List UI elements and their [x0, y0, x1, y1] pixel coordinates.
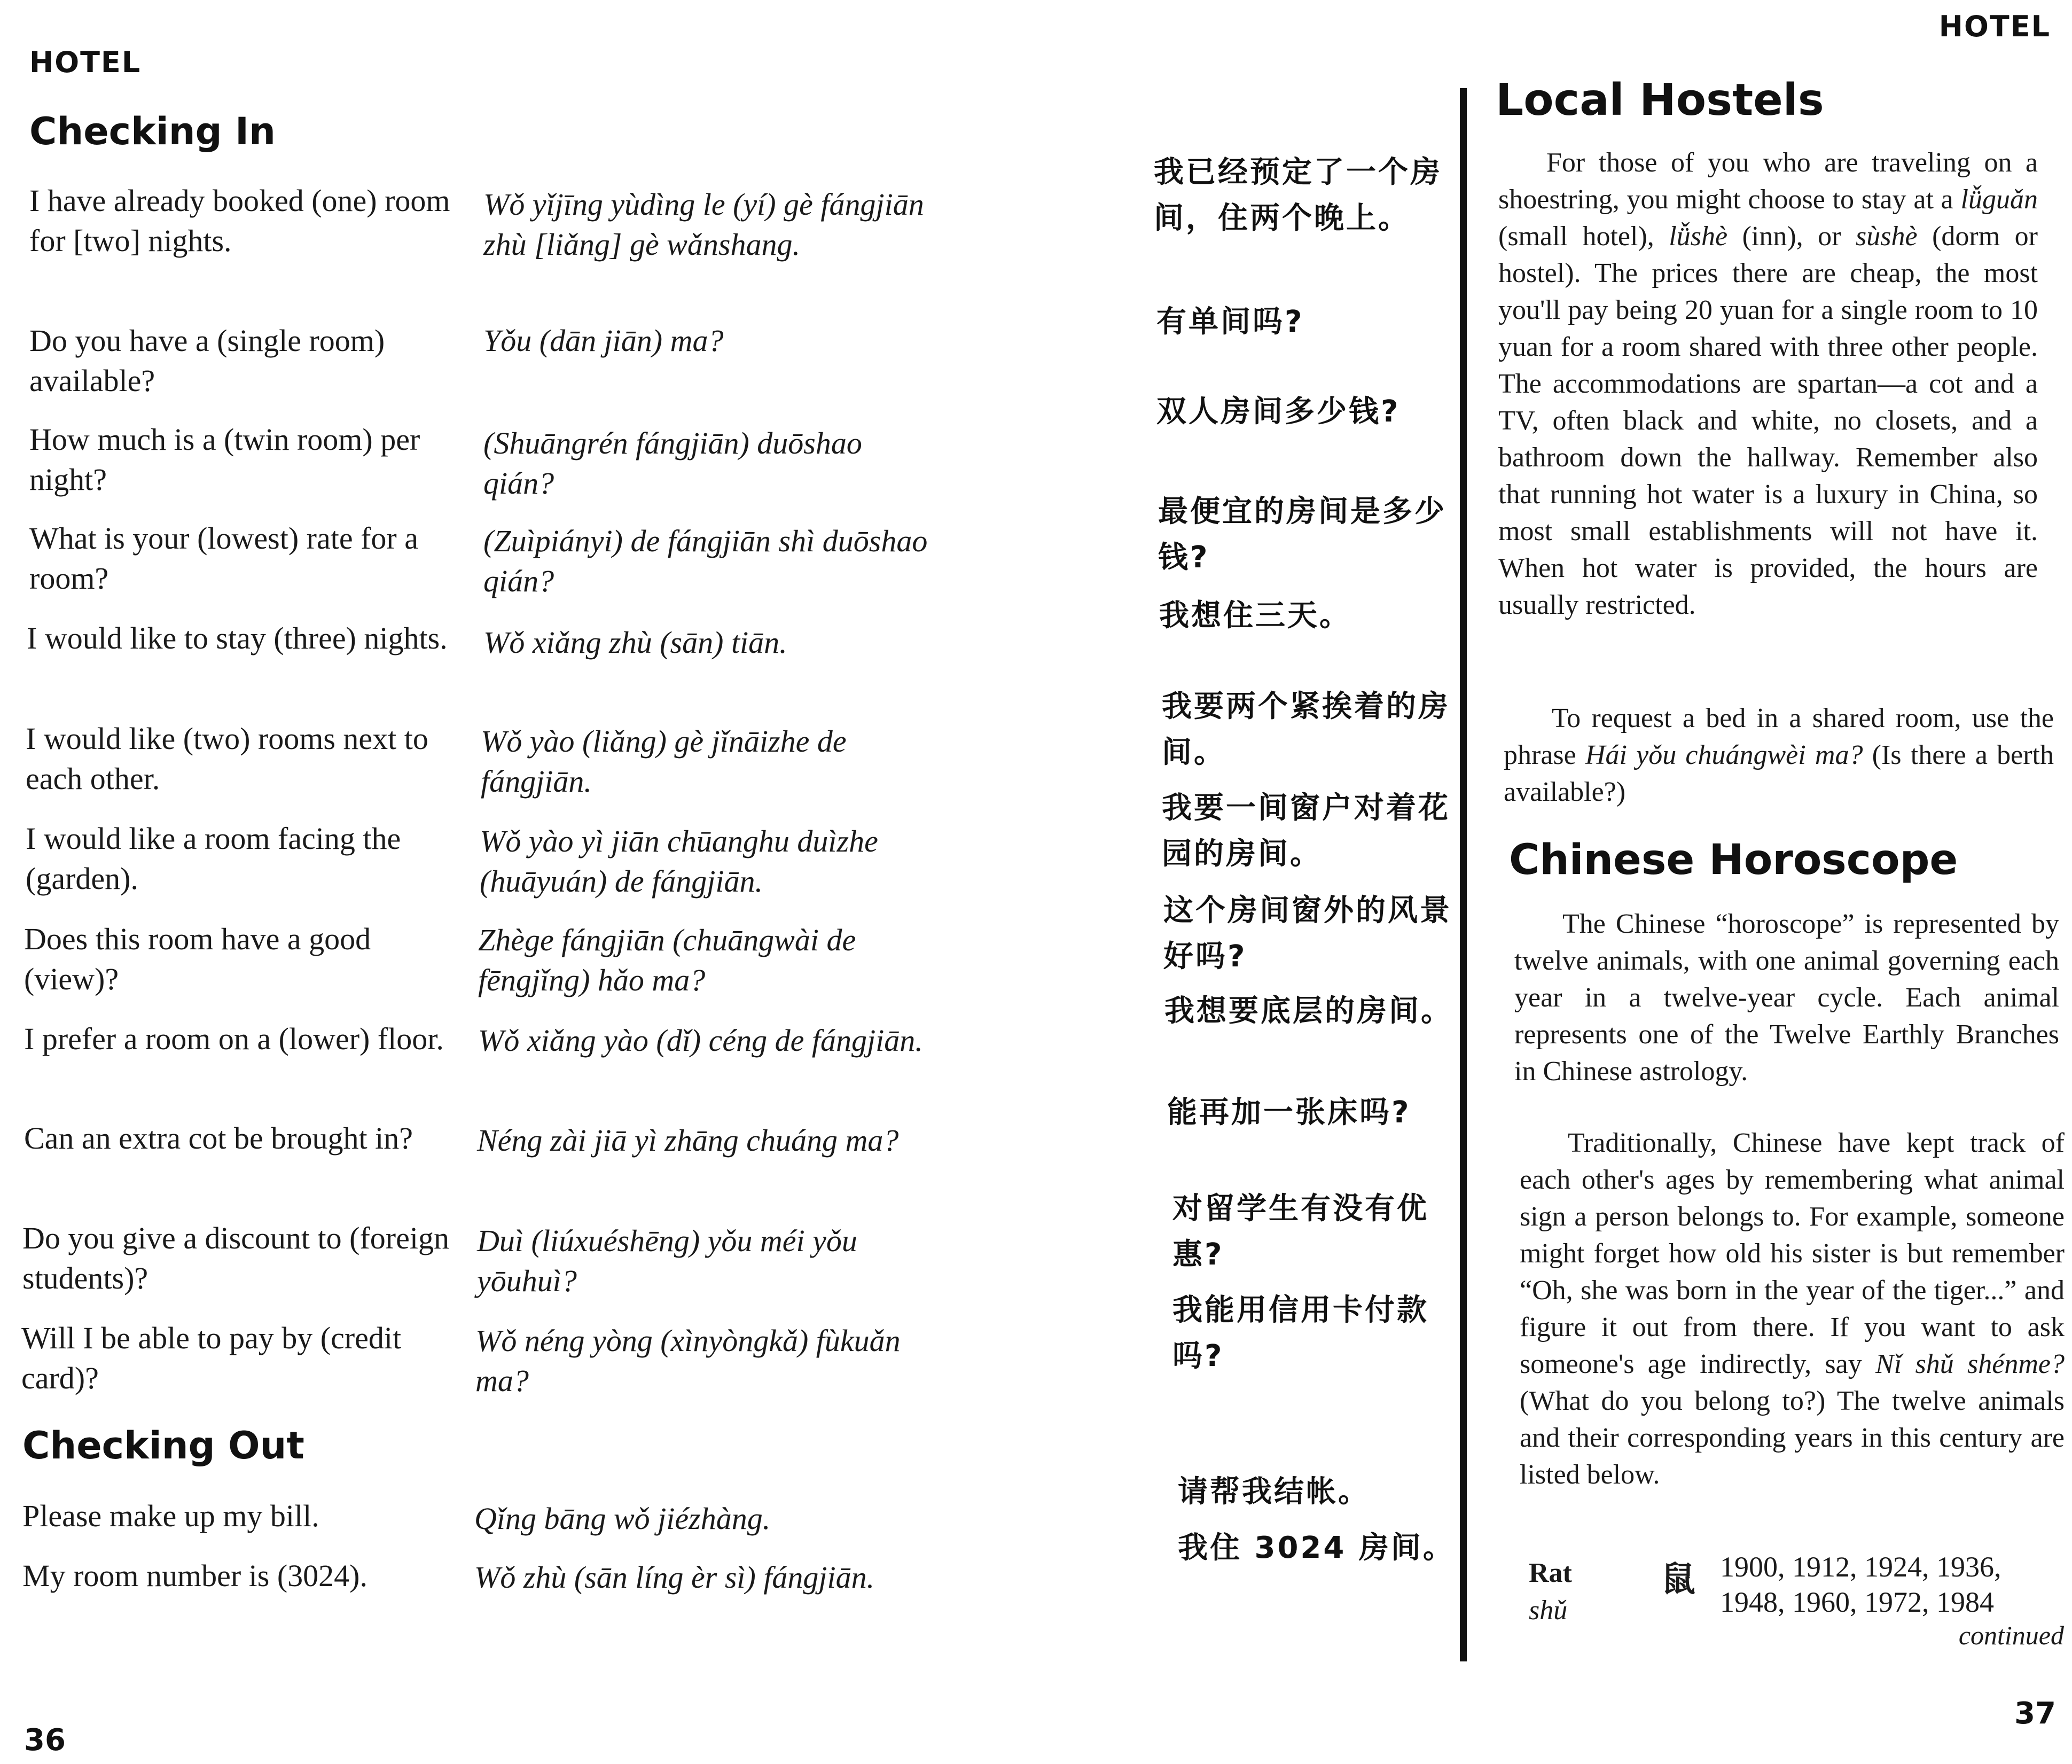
phrase-en: How much is a (twin room) per night? — [29, 422, 420, 497]
animal-years — [1720, 1549, 2067, 1620]
phrase-en: I have already booked (one) room for [two] nights. — [29, 183, 450, 258]
running-head-right: HOTEL — [1938, 10, 2051, 43]
phrase-pinyin: Wǒ yào (liǎng) gè jǐnāizhe de fángjiān. — [481, 724, 847, 799]
italic-term: lǚguǎn — [1960, 184, 2038, 215]
animal-pinyin: shǔ — [1529, 1595, 1568, 1626]
horoscope-paragraph-1: The Chinese “horoscope” is represented by twelve animals, with one animal governing each year in a twelve-year cycle. Each animal represents one of the Twelve Earthly Branches in Chinese astrology. — [1514, 909, 2059, 1087]
text-run: Traditionally, Chinese have kept track of each other's ages by remembering what animal sign a person belongs to. For example, someone might forget how old his sister is but remember “Oh, she was born in the year of the tiger...” and figure it out from there. If you want to ask someone's age indirectly, say — [1520, 1128, 2065, 1379]
text-run: For those of you who are traveling on a shoestring, you might choose to stay at a — [1498, 147, 2038, 215]
phrase-chinese: 最便宜的房间是多少钱? — [1158, 494, 1447, 575]
text-run: (small hotel), — [1498, 221, 1669, 252]
chinese-horoscope-heading: Chinese Horoscope — [1509, 836, 1958, 884]
phrase-pinyin: Qǐng bāng wǒ jiézhàng. — [474, 1501, 771, 1536]
phrase-pinyin: Wǒ yǐjīng yùdìng le (yí) gè fángjiān zhù [liǎng] gè wǎnshang. — [483, 187, 924, 262]
phrase-chinese: 对留学生有没有优惠? — [1172, 1191, 1429, 1272]
phrase-pinyin: Wǒ yào yì jiān chūanghu duìzhe (huāyuán) de fángjiān. — [480, 824, 878, 899]
phrase-en: Can an extra cot be brought in? — [24, 1121, 413, 1156]
phrase-pinyin: Yǒu (dān jiān) ma? — [483, 323, 724, 358]
phrase-en: Do you have a (single room) available? — [29, 323, 385, 398]
phrase-en: I would like a room facing the (garden). — [26, 821, 401, 896]
phrase-chinese: 能再加一张床吗? — [1167, 1095, 1411, 1130]
phrase-pinyin: (Shuāngrén fángjiān) duōshao qián? — [483, 426, 862, 501]
phrase-pinyin: Wǒ xiǎng zhù (sān) tiān. — [483, 625, 787, 660]
italic-term: sùshè — [1856, 221, 1918, 252]
phrase-en: My room number is (3024). — [22, 1558, 368, 1593]
phrase-pinyin: Wǒ néng yòng (xìnyòngkǎ) fùkuǎn ma? — [475, 1323, 901, 1398]
phrase-pinyin: Wǒ zhù (sān líng èr sì) fángjiān. — [474, 1560, 875, 1595]
phrase-en: I prefer a room on a (lower) floor. — [24, 1021, 444, 1056]
phrase-chinese: 请帮我结帐。 — [1178, 1474, 1370, 1509]
hostels-paragraph-2 — [1504, 700, 2054, 810]
text-run: To request a bed in a shared room, use the phrase — [1504, 703, 2054, 770]
phrase-pinyin: Zhège fángjiān (chuāngwài de fēngjǐng) hǎo ma? — [478, 923, 856, 997]
continued-label: continued — [1958, 1620, 2064, 1650]
phrase-en: What is your (lowest) rate for a room? — [29, 521, 418, 596]
phrase-en: I would like to stay (three) nights. — [27, 621, 448, 655]
text-run: (inn), or — [1727, 221, 1856, 252]
phrase-pinyin: Wǒ xiǎng yào (dǐ) céng de fángjiān. — [478, 1023, 923, 1058]
italic-term: Nǐ shǔ shénme? — [1875, 1349, 2065, 1379]
animal-years-line: 1900, 1912, 1924, 1936, — [1720, 1551, 2001, 1583]
sidebar-rule — [1460, 88, 1467, 1661]
italic-term: lǚshè — [1669, 221, 1728, 252]
animal-name: Rat — [1529, 1558, 1572, 1588]
phrase-en: I would like (two) rooms next to each other. — [26, 721, 428, 796]
phrase-chinese: 我想要底层的房间。 — [1164, 994, 1453, 1028]
horoscope-paragraph-2 — [1520, 1125, 2065, 1493]
running-head-left: HOTEL — [29, 45, 142, 79]
phrase-pinyin: Néng zài jiā yì zhāng chuáng ma? — [477, 1123, 899, 1158]
phrase-en: Does this room have a good (view)? — [24, 922, 371, 996]
phrase-en: Do you give a discount to (foreign students)? — [22, 1221, 449, 1295]
phrase-chinese: 双人房间多少钱? — [1156, 394, 1401, 429]
local-hostels-heading: Local Hostels — [1496, 75, 1824, 126]
animal-character: 鼠 — [1661, 1560, 1695, 1599]
phrase-chinese: 我想住三天。 — [1159, 598, 1351, 633]
phrase-chinese: 这个房间窗外的风景好吗? — [1163, 893, 1452, 974]
page-number-right: 37 — [2014, 1696, 2056, 1731]
text-run: (Is there a berth available?) — [1504, 740, 2054, 807]
phrase-chinese: 有单间吗? — [1156, 305, 1304, 339]
phrase-chinese: 我要一间窗户对着花园的房间。 — [1162, 791, 1450, 871]
phrase-chinese: 我住 3024 房间。 — [1178, 1531, 1455, 1565]
page-number-left: 36 — [24, 1723, 66, 1758]
phrase-chinese: 我要两个紧挨着的房间。 — [1162, 689, 1450, 770]
hostels-paragraph-1 — [1498, 144, 2038, 623]
text-run: (dorm or hostel). The prices there are cheap, the most you'll pay being 20 yuan for a single room to 10 yuan for a room shared with three other people. The accommodations are spartan—a cot and a TV, often black and white, no closets, and a bathroom down the hallway. Remember also that running hot water is a luxury in China, so most small establishments will not have it. When hot water is provided, the hours are usually restricted. — [1498, 221, 2038, 620]
checking-in-heading: Checking In — [29, 110, 276, 153]
phrase-en: Will I be able to pay by (credit card)? — [21, 1321, 402, 1395]
phrase-pinyin: (Zuìpiányi) de fángjiān shì duōshao qián? — [483, 524, 928, 598]
phrase-chinese: 我能用信用卡付款吗? — [1172, 1293, 1429, 1373]
animal-years-line: 1948, 1960, 1972, 1984 — [1720, 1586, 1994, 1618]
phrase-chinese: 我已经预定了一个房间，住两个晚上。 — [1154, 155, 1442, 236]
phrase-en: Please make up my bill. — [22, 1498, 319, 1533]
phrase-pinyin: Duì (liúxuéshēng) yǒu méi yǒu yōuhuì? — [477, 1223, 857, 1298]
checking-out-heading: Checking Out — [22, 1424, 304, 1468]
text-run: (What do you belong to?) The twelve animals and their corresponding years in this century are listed below. — [1520, 1386, 2065, 1490]
italic-term: Hái yǒu chuángwèi ma? — [1585, 740, 1863, 770]
